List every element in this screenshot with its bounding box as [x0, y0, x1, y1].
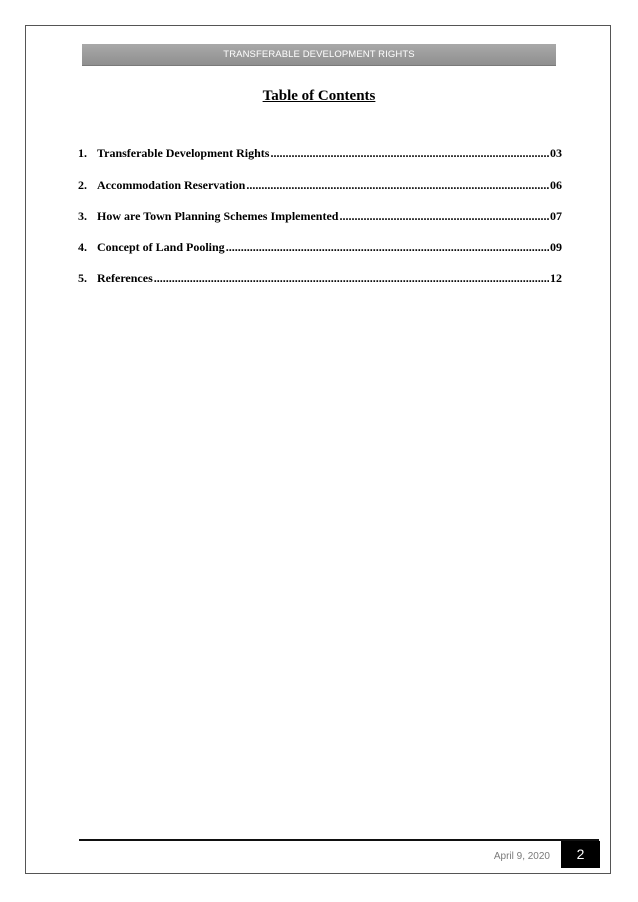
toc-entry-title: Transferable Development Rights	[97, 146, 270, 160]
toc-entry-page: 09	[550, 240, 562, 254]
footer-rule	[79, 839, 599, 841]
toc-dot-leader	[246, 178, 549, 193]
toc-entry-page: 07	[550, 209, 562, 223]
toc-entry-page: 12	[550, 271, 562, 285]
toc-entry[interactable]	[78, 271, 562, 287]
toc-entry-page: 06	[550, 178, 562, 192]
toc-entry-number: 1.	[78, 146, 87, 160]
toc-title: Table of Contents	[262, 88, 376, 104]
toc-dot-leader	[270, 146, 549, 161]
toc-list	[78, 146, 562, 287]
running-header	[82, 44, 556, 66]
toc-entry-title: Concept of Land Pooling	[97, 240, 225, 254]
toc-entry-number: 3.	[78, 209, 87, 223]
toc-entry-number: 2.	[78, 178, 87, 192]
toc-entry[interactable]	[78, 178, 562, 194]
toc-entry[interactable]	[78, 146, 562, 162]
toc-dot-leader	[226, 240, 549, 255]
toc-entry-number: 5.	[78, 271, 87, 285]
toc-dot-leader	[154, 271, 549, 286]
page-number-badge	[561, 841, 600, 868]
toc-entry-page: 03	[550, 146, 562, 160]
toc-entry[interactable]	[78, 240, 562, 256]
toc-entry-title: Accommodation Reservation	[97, 178, 246, 192]
toc-entry-number: 4.	[78, 240, 87, 254]
toc-entry-title: How are Town Planning Schemes Implemented	[97, 209, 339, 223]
footer-date: April 9, 2020	[493, 851, 550, 862]
toc-entry-title: References	[97, 271, 153, 285]
toc-dot-leader	[339, 209, 549, 224]
running-header-title: TRANSFERABLE DEVELOPMENT RIGHTS	[223, 49, 415, 60]
page-number: 2	[576, 846, 585, 862]
toc-entry[interactable]	[78, 209, 562, 225]
